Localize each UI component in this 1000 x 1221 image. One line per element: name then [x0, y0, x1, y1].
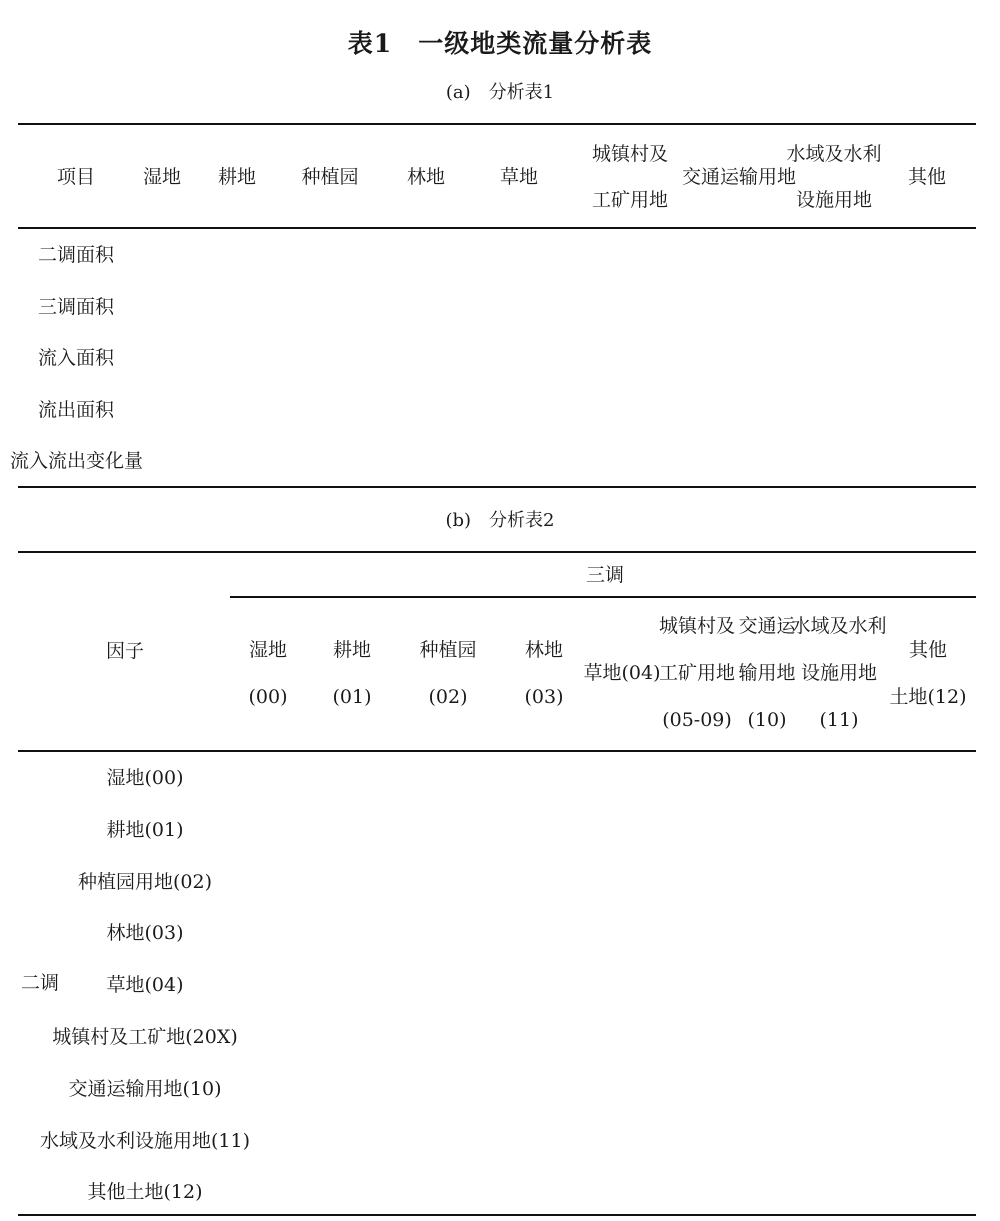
table-a-header-1-line: 湿地 [142, 165, 181, 188]
table-b-header-5-line: 城镇村及 [658, 615, 735, 637]
table-b-top-rule [18, 551, 976, 553]
table-a-header-9 [892, 154, 962, 200]
table-b-header-4-line: 草地(04) [583, 662, 661, 684]
table-b-row-label: 耕地(01) [106, 818, 184, 841]
table-b-header-7 [784, 603, 894, 744]
table-a-row-label: 流入面积 [37, 347, 114, 369]
table-b-header-7-line: 水域及水利 [791, 615, 887, 637]
table-b-header-0-line: (00) [248, 685, 288, 708]
table-b-caption: (b) 分析表2 [445, 510, 555, 531]
table-a-header-4-line: 林地 [406, 165, 445, 188]
table-a-header-0 [31, 154, 121, 200]
table-a-header-5-line: 草地 [499, 165, 538, 188]
table-a-header-3 [285, 154, 375, 200]
table-a-header-6-line: 工矿用地 [591, 188, 668, 211]
table-b-row-label: 种植园用地(02) [77, 870, 212, 893]
table-a-header-4 [391, 154, 461, 200]
table-a-header-rule [18, 227, 976, 229]
table-b-group-rule [230, 596, 976, 598]
table-a-header-1 [127, 154, 197, 200]
table-b-header-1-line: 耕地 [332, 638, 371, 661]
table-a-header-2-line: 耕地 [217, 165, 256, 188]
table-b-header-7-line: (11) [819, 709, 859, 731]
table-b-factor-header: 因子 [105, 640, 144, 662]
table-b-row-label: 草地(04) [106, 974, 184, 997]
table-b-header-4 [582, 650, 662, 697]
table-b-header-0 [233, 627, 303, 721]
table-a-header-9-line: 其他 [907, 165, 946, 188]
table-a-header-6-line: 城镇村及 [591, 142, 668, 165]
table-a-caption: (a) 分析表1 [445, 82, 555, 103]
table-a-row-label: 三调面积 [37, 295, 114, 318]
table-b-group-header: 三调 [585, 564, 624, 586]
table-b-header-5 [652, 603, 742, 744]
table-a-row-label: 二调面积 [37, 244, 114, 266]
table-b-header-3-line: (03) [524, 685, 564, 708]
table-b-header-8-line: 土地(12) [889, 685, 967, 708]
table-a-header-0-line: 项目 [56, 165, 95, 188]
table-a-header-8-line: 水域及水利 [786, 142, 882, 165]
table-b-row-label: 湿地(00) [106, 767, 184, 789]
table-a-header-8 [779, 131, 889, 223]
table-b-header-5-line: (05-09) [662, 709, 732, 731]
table-a-row-label: 流出面积 [37, 398, 114, 421]
table-b-row-group: 二调 [20, 972, 59, 994]
table-a-row-label: 流入流出变化量 [10, 450, 144, 472]
table-b-header-8-line: 其他 [908, 638, 947, 661]
table-b-header-6-line: (10) [747, 709, 787, 731]
table-b-row-label: 水域及水利设施用地(11) [40, 1129, 251, 1152]
table-a-header-8-line: 设施用地 [795, 188, 872, 211]
table-title: 表1 一级地类流量分析表 [347, 29, 653, 58]
table-b-row-label: 林地(03) [106, 922, 184, 945]
table-b-header-3 [509, 627, 579, 721]
table-b-header-3-line: 林地 [524, 638, 563, 661]
table-b-header-0-line: 湿地 [248, 638, 287, 661]
table-b-header-7-line: 设施用地 [800, 662, 877, 684]
table-a-bottom-rule [18, 486, 976, 488]
table-b-header-1-line: (01) [332, 685, 372, 708]
table-b-header-8 [888, 627, 968, 721]
table-a-header-3-line: 种植园 [301, 165, 359, 188]
table-b-header-6-line: 输用地 [738, 662, 796, 684]
table-a-header-7 [682, 154, 797, 200]
table-b-header-2-line: (02) [428, 685, 468, 708]
table-b-row-label: 交通运输用地(10) [68, 1077, 222, 1100]
table-b-header-2 [408, 627, 488, 721]
table-a-header-5 [484, 154, 554, 200]
table-b-header-6-line: 交通运 [738, 615, 796, 637]
table-a-header-2 [202, 154, 272, 200]
table-b-header-1 [317, 627, 387, 721]
table-a-top-rule [18, 123, 976, 125]
table-b-header-5-line: 工矿用地 [658, 662, 735, 684]
table-b-header-2-line: 种植园 [419, 638, 477, 661]
table-b-row-label: 城镇村及工矿地(20X) [52, 1026, 238, 1048]
table-a-header-6 [580, 131, 680, 223]
table-b-row-label: 其他土地(12) [87, 1181, 203, 1204]
table-a-header-7-line: 交通运输用地 [682, 165, 797, 188]
